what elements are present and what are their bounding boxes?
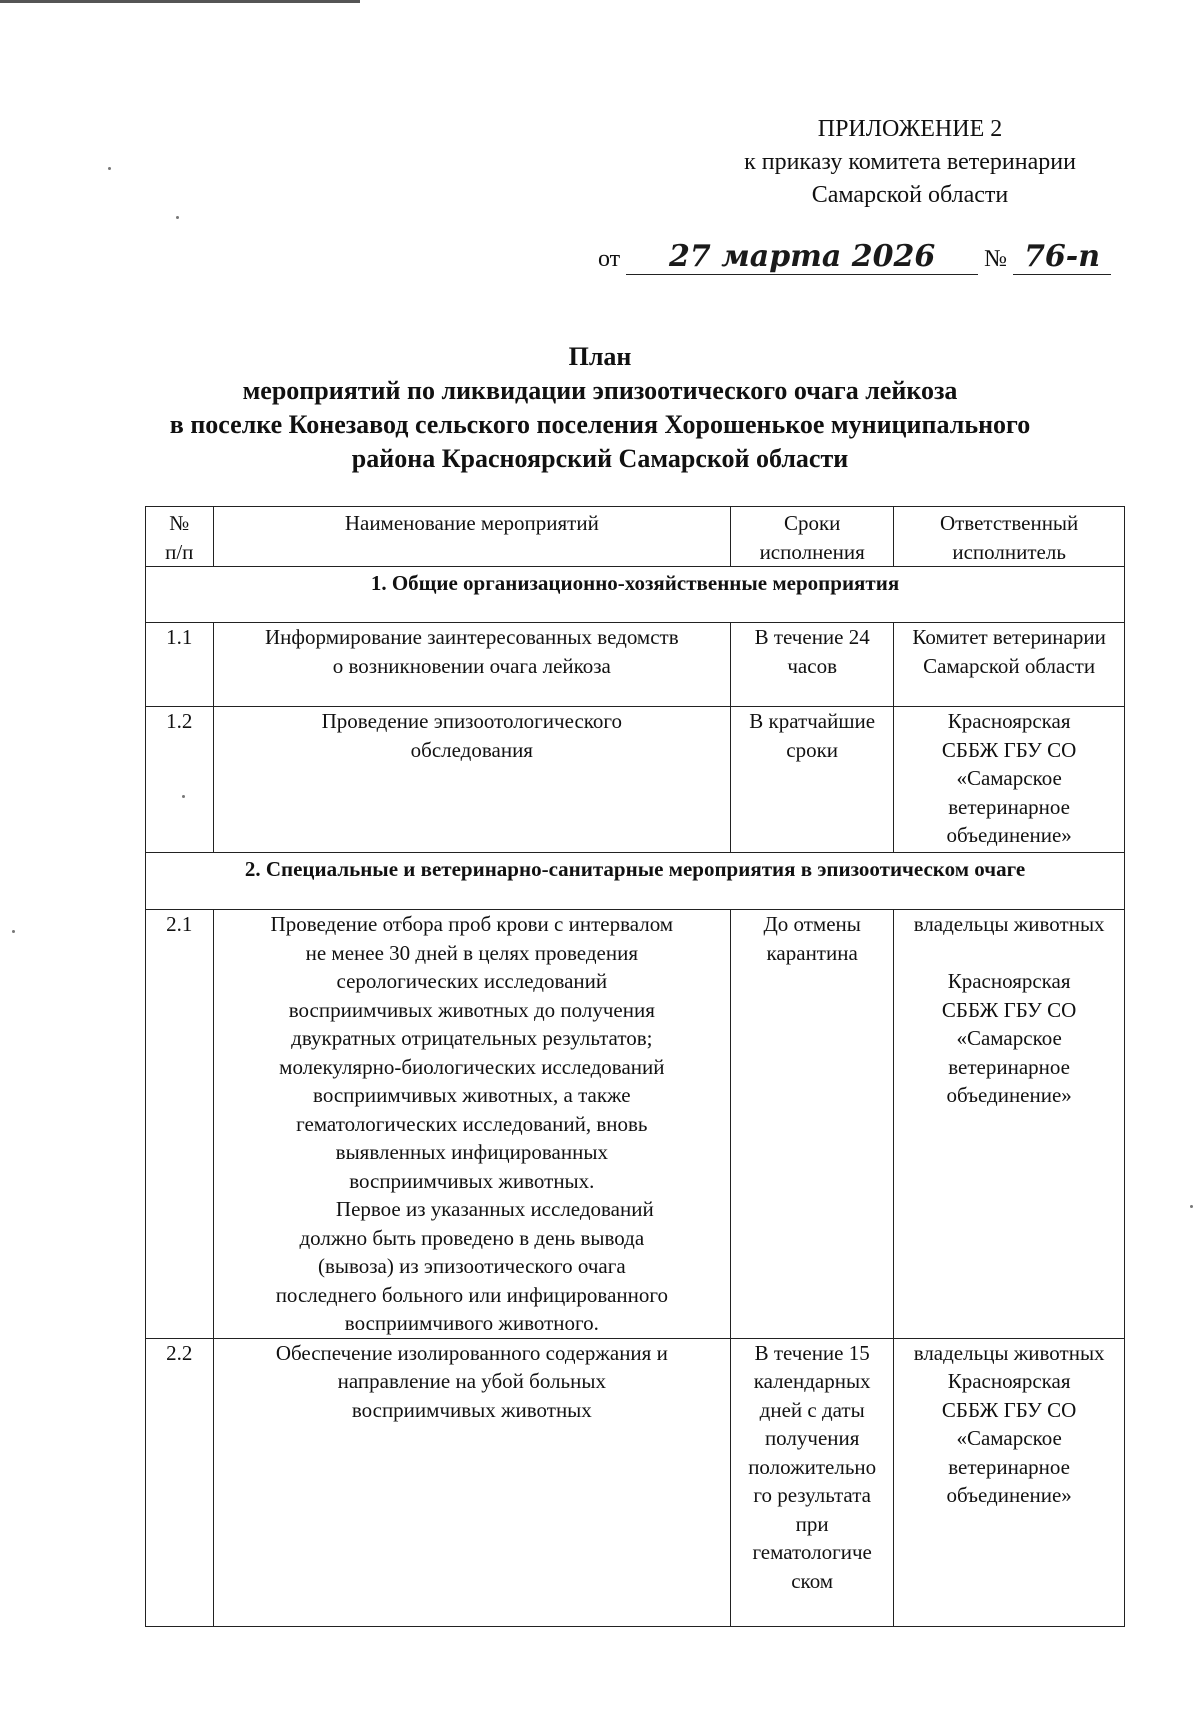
table-row	[146, 910, 1125, 1339]
table-header-row	[146, 507, 1125, 567]
plan-table	[145, 506, 1125, 1627]
row-name: Проведение эпизоотологического обследования	[213, 707, 731, 853]
row-term: В кратчайшие сроки	[731, 707, 894, 853]
appendix-line: к приказу комитета ветеринарии	[744, 149, 1076, 175]
scan-speck	[182, 795, 185, 798]
row-name: Информирование заинтересованных ведомств о возникновении очага лейкоза	[213, 623, 731, 707]
row-resp: владельцы животных Красноярская СББЖ ГБУ СО «Самарское ветеринарное объединение»	[894, 910, 1125, 1339]
scan-speck	[12, 930, 15, 933]
row-resp: Комитет ветеринарии Самарской области	[894, 623, 1125, 707]
title-line: в поселке Конезавод сельского поселения Хорошенькое муниципального	[169, 410, 1031, 439]
row-term: До отмены карантина	[731, 910, 894, 1339]
row-term: В течение 24 часов	[731, 623, 894, 707]
title-line: мероприятий по ликвидации эпизоотического очага лейкоза	[242, 376, 958, 405]
title-line: района Красноярский Самарской области	[351, 444, 849, 473]
scan-speck	[108, 167, 111, 170]
table-row	[146, 1338, 1125, 1626]
handwritten-number: 76-п	[1013, 240, 1111, 275]
row-resp: Красноярская СББЖ ГБУ СО «Самарское ветеринарное объединение»	[894, 707, 1125, 853]
row-name: Проведение отбора проб крови с интервалом не менее 30 дней в целях проведения серологических исследований восприимчивых животных до получения двукратных отрицательных результатов; молекулярно-биологических исследований восприимчивых животных, а также гематологических исследований, вновь выявленных инфицированных восприимчивых животных.	[270, 912, 674, 1193]
row-num: 2.1	[146, 910, 214, 1339]
appendix-line: Самарской области	[811, 182, 1009, 208]
appendix-block	[700, 113, 1120, 212]
header-name: Наименование мероприятий	[213, 507, 731, 567]
row-resp: владельцы животных Красноярская СББЖ ГБУ СО «Самарское ветеринарное объединение»	[894, 1338, 1125, 1626]
section-row	[146, 567, 1125, 623]
order-date-number	[598, 240, 1118, 275]
row-num: 1.2	[146, 707, 214, 853]
row-name: Обеспечение изолированного содержания и направление на убой больных восприимчивых животных	[213, 1338, 731, 1626]
date-prefix: от	[598, 246, 621, 272]
appendix-title: ПРИЛОЖЕНИЕ 2	[817, 116, 1003, 142]
header-num: № п/п	[146, 507, 214, 567]
row-num: 2.2	[146, 1338, 214, 1626]
row-num: 1.1	[146, 623, 214, 707]
table-row	[146, 707, 1125, 853]
table-row	[146, 623, 1125, 707]
row-name-extra: Первое из указанных исследований должно быть проведено в день вывода (вывоза) из эпизоотического очага последнего больного или инфицированного восприимчивого животного.	[275, 1197, 668, 1335]
scan-speck	[1190, 1205, 1193, 1208]
row-name-cell	[213, 910, 731, 1339]
scan-speck	[176, 216, 179, 219]
document-title	[120, 340, 1080, 476]
header-resp: Ответственный исполнитель	[894, 507, 1125, 567]
handwritten-date: 27 марта 2026	[626, 240, 978, 275]
section-row	[146, 853, 1125, 910]
row-term: В течение 15 календарных дней с даты получения положительно го результата при гематологиче ском	[731, 1338, 894, 1626]
header-term: Сроки исполнения	[731, 507, 894, 567]
section-title: 1. Общие организационно-хозяйственные мероприятия	[146, 567, 1125, 623]
title-line: План	[568, 342, 632, 371]
number-prefix: №	[984, 246, 1008, 272]
section-title: 2. Специальные и ветеринарно-санитарные мероприятия в эпизоотическом очаге	[146, 853, 1125, 910]
scan-edge-line	[0, 0, 360, 3]
